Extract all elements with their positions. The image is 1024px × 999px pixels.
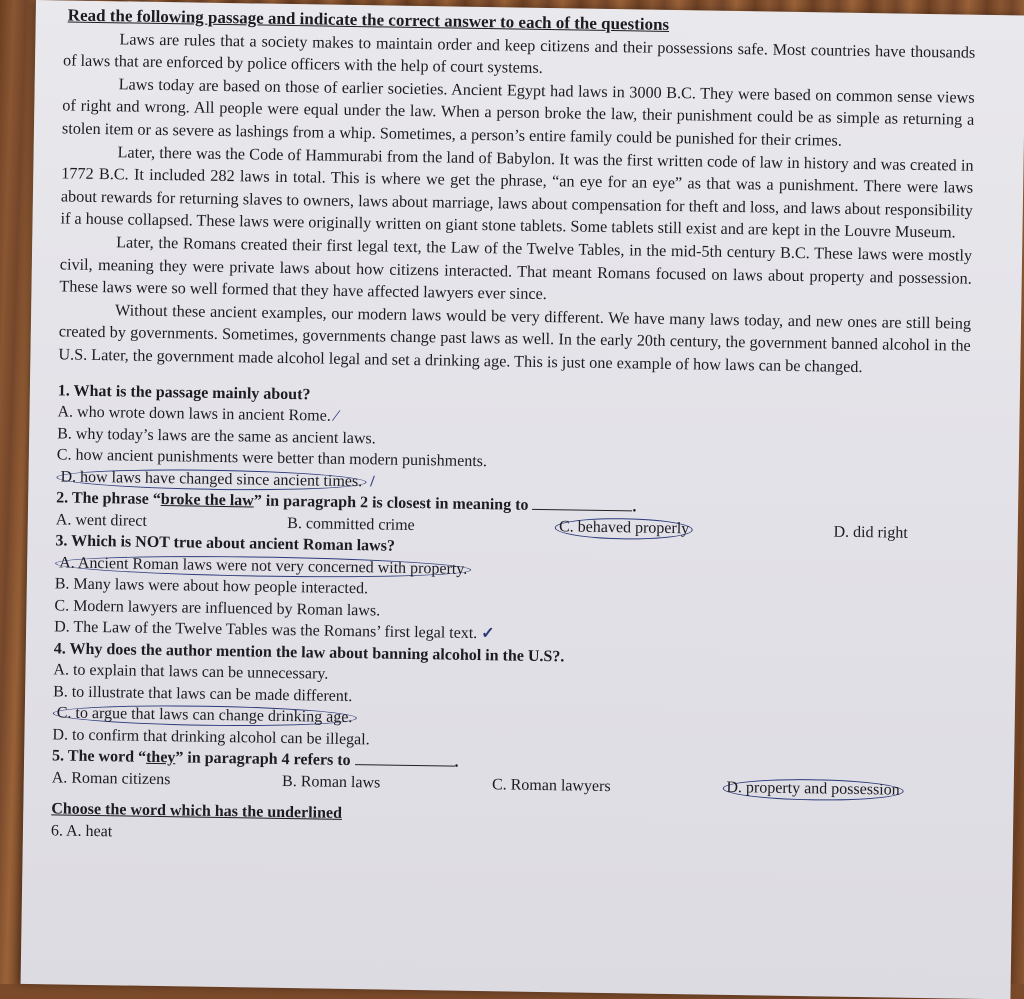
question-stem: 2. The phrase “broke the law” in paragraph 2 is closest in meaning to . — [56, 489, 637, 516]
worksheet-page — [21, 0, 1024, 999]
stem-text: ” in paragraph 4 refers to — [175, 749, 351, 770]
option-text: A. who wrote down laws in ancient Rome. — [57, 403, 331, 425]
next-section-heading: Choose the word which has the underlined — [51, 800, 343, 822]
passage-paragraph-1: Laws are rules that a society makes to maintain order and keep citizens and their possessions safe. Most countries have thousands of laws that are enforced by police officers with the help of court systems. — [62, 29, 976, 78]
option-a[interactable]: A. went direct — [55, 510, 148, 530]
question-stem: 4. Why does the author mention the law about banning alcohol in the U.S?. — [53, 639, 565, 665]
stem-text: 5. The word “ — [51, 747, 147, 766]
underlined-phrase: broke the law — [160, 491, 254, 510]
selected-circle-mark: C. to argue that laws can change drinking age. — [53, 703, 357, 728]
tick-mark-icon: ⁄ — [334, 407, 338, 425]
selected-circle-mark: A. Ancient Roman laws were not very concerned with property. — [55, 553, 471, 580]
option-b[interactable]: B. why today’s laws are the same as ancient laws. — [57, 424, 376, 447]
answer-blank[interactable] — [355, 750, 455, 767]
passage-paragraph-4: Later, the Romans created their first legal text, the Law of the Twelve Tables, in the mid-5th century B.C. These laws were mostly civil, meaning they were private laws about how citizens interacted. That meant Romans focused on laws about property and possession. These laws were so well formed that they have affected lawyers ever since. — [59, 233, 973, 304]
question-stem: 5. The word “they” in paragraph 4 refers to . — [51, 747, 459, 771]
option-a[interactable]: A. to explain that laws can be unnecessary. — [53, 661, 329, 683]
tick-mark-icon: ✓ — [481, 625, 495, 643]
underlined-word: they — [145, 748, 176, 767]
instruction-heading: Read the following passage and indicate the correct answer to each of the questions — [67, 5, 670, 34]
passage-paragraph-2: Laws today are based on those of earlier societies. Ancient Egypt had laws in 3000 B.C. They were based on common sense views of right and wrong. All people were equal under the law. When a person broke the law, their punishment could be as simple as returning a stolen item or as severe as lashings from a whip. Sometimes, a person’s entire family could be punished for their crimes. — [61, 75, 975, 150]
stem-text: ” in paragraph 2 is closest in meaning to — [253, 492, 529, 514]
reading-passage — [58, 27, 975, 380]
option-c[interactable]: C. Modern lawyers are influenced by Roman laws. — [54, 596, 381, 619]
option-c[interactable]: C. how ancient punishments were better than modern punishments. — [56, 446, 488, 471]
question-4 — [52, 638, 966, 760]
option-b[interactable]: B. Roman laws — [281, 772, 381, 792]
option-c[interactable]: C. Roman lawyers — [491, 775, 611, 795]
option-d[interactable]: D. did right — [833, 523, 908, 542]
worksheet-content — [51, 4, 976, 855]
passage-paragraph-3: Later, there was the Code of Hammurabi from the land of Babylon. It was the first written code of law in history and was created in 1772 B.C. It included 282 laws in total. This is where we get the phrase, “an eye for an eye” as that was a punishment. There were laws about rewards for returning slaves to owners, laws about marriage, laws about compensation for theft and loss, and laws about responsibility if a house collapsed. These laws were originally written on giant stone tablets. Some tablets still exist and are kept in the Louvre Museum. — [60, 142, 974, 242]
question-1 — [56, 380, 970, 502]
next-question-partial: 6. A. heat — [50, 821, 113, 840]
answer-blank[interactable] — [532, 495, 632, 512]
question-stem: 1. What is the passage mainly about? — [57, 381, 311, 403]
option-text: D. The Law of the Twelve Tables was the Romans’ first legal text. — [54, 618, 478, 643]
stem-text: 2. The phrase “ — [56, 489, 161, 509]
option-b[interactable]: B. committed crime — [287, 514, 415, 534]
selected-circle-mark: D. how laws have changed since ancient times. — [56, 467, 366, 492]
tick-mark-icon: / — [370, 472, 375, 490]
option-d-selected[interactable]: D. property and possession — [722, 777, 904, 801]
question-stem: 3. Which is NOT true about ancient Roman laws? — [55, 532, 396, 555]
option-b[interactable]: B. Many laws were about how people interacted. — [54, 575, 369, 598]
question-list — [51, 380, 970, 856]
option-c-selected[interactable]: C. behaved properly — [555, 517, 694, 541]
passage-paragraph-5: Without these ancient examples, our modern laws would be very different. We have many laws today, and new ones are still being created by governments. Sometimes, governments change past laws as well. In the early 20th century, the government banned alcohol in the U.S. Later, the government made alcohol legal and set a drinking age. This is just one example of how laws can be changed. — [58, 301, 972, 376]
option-d[interactable]: D. to confirm that drinking alcohol can be illegal. — [52, 725, 370, 748]
question-3 — [54, 530, 968, 652]
option-a[interactable]: A. Roman citizens — [51, 768, 171, 788]
option-b[interactable]: B. to illustrate that laws can be made different. — [53, 682, 353, 705]
